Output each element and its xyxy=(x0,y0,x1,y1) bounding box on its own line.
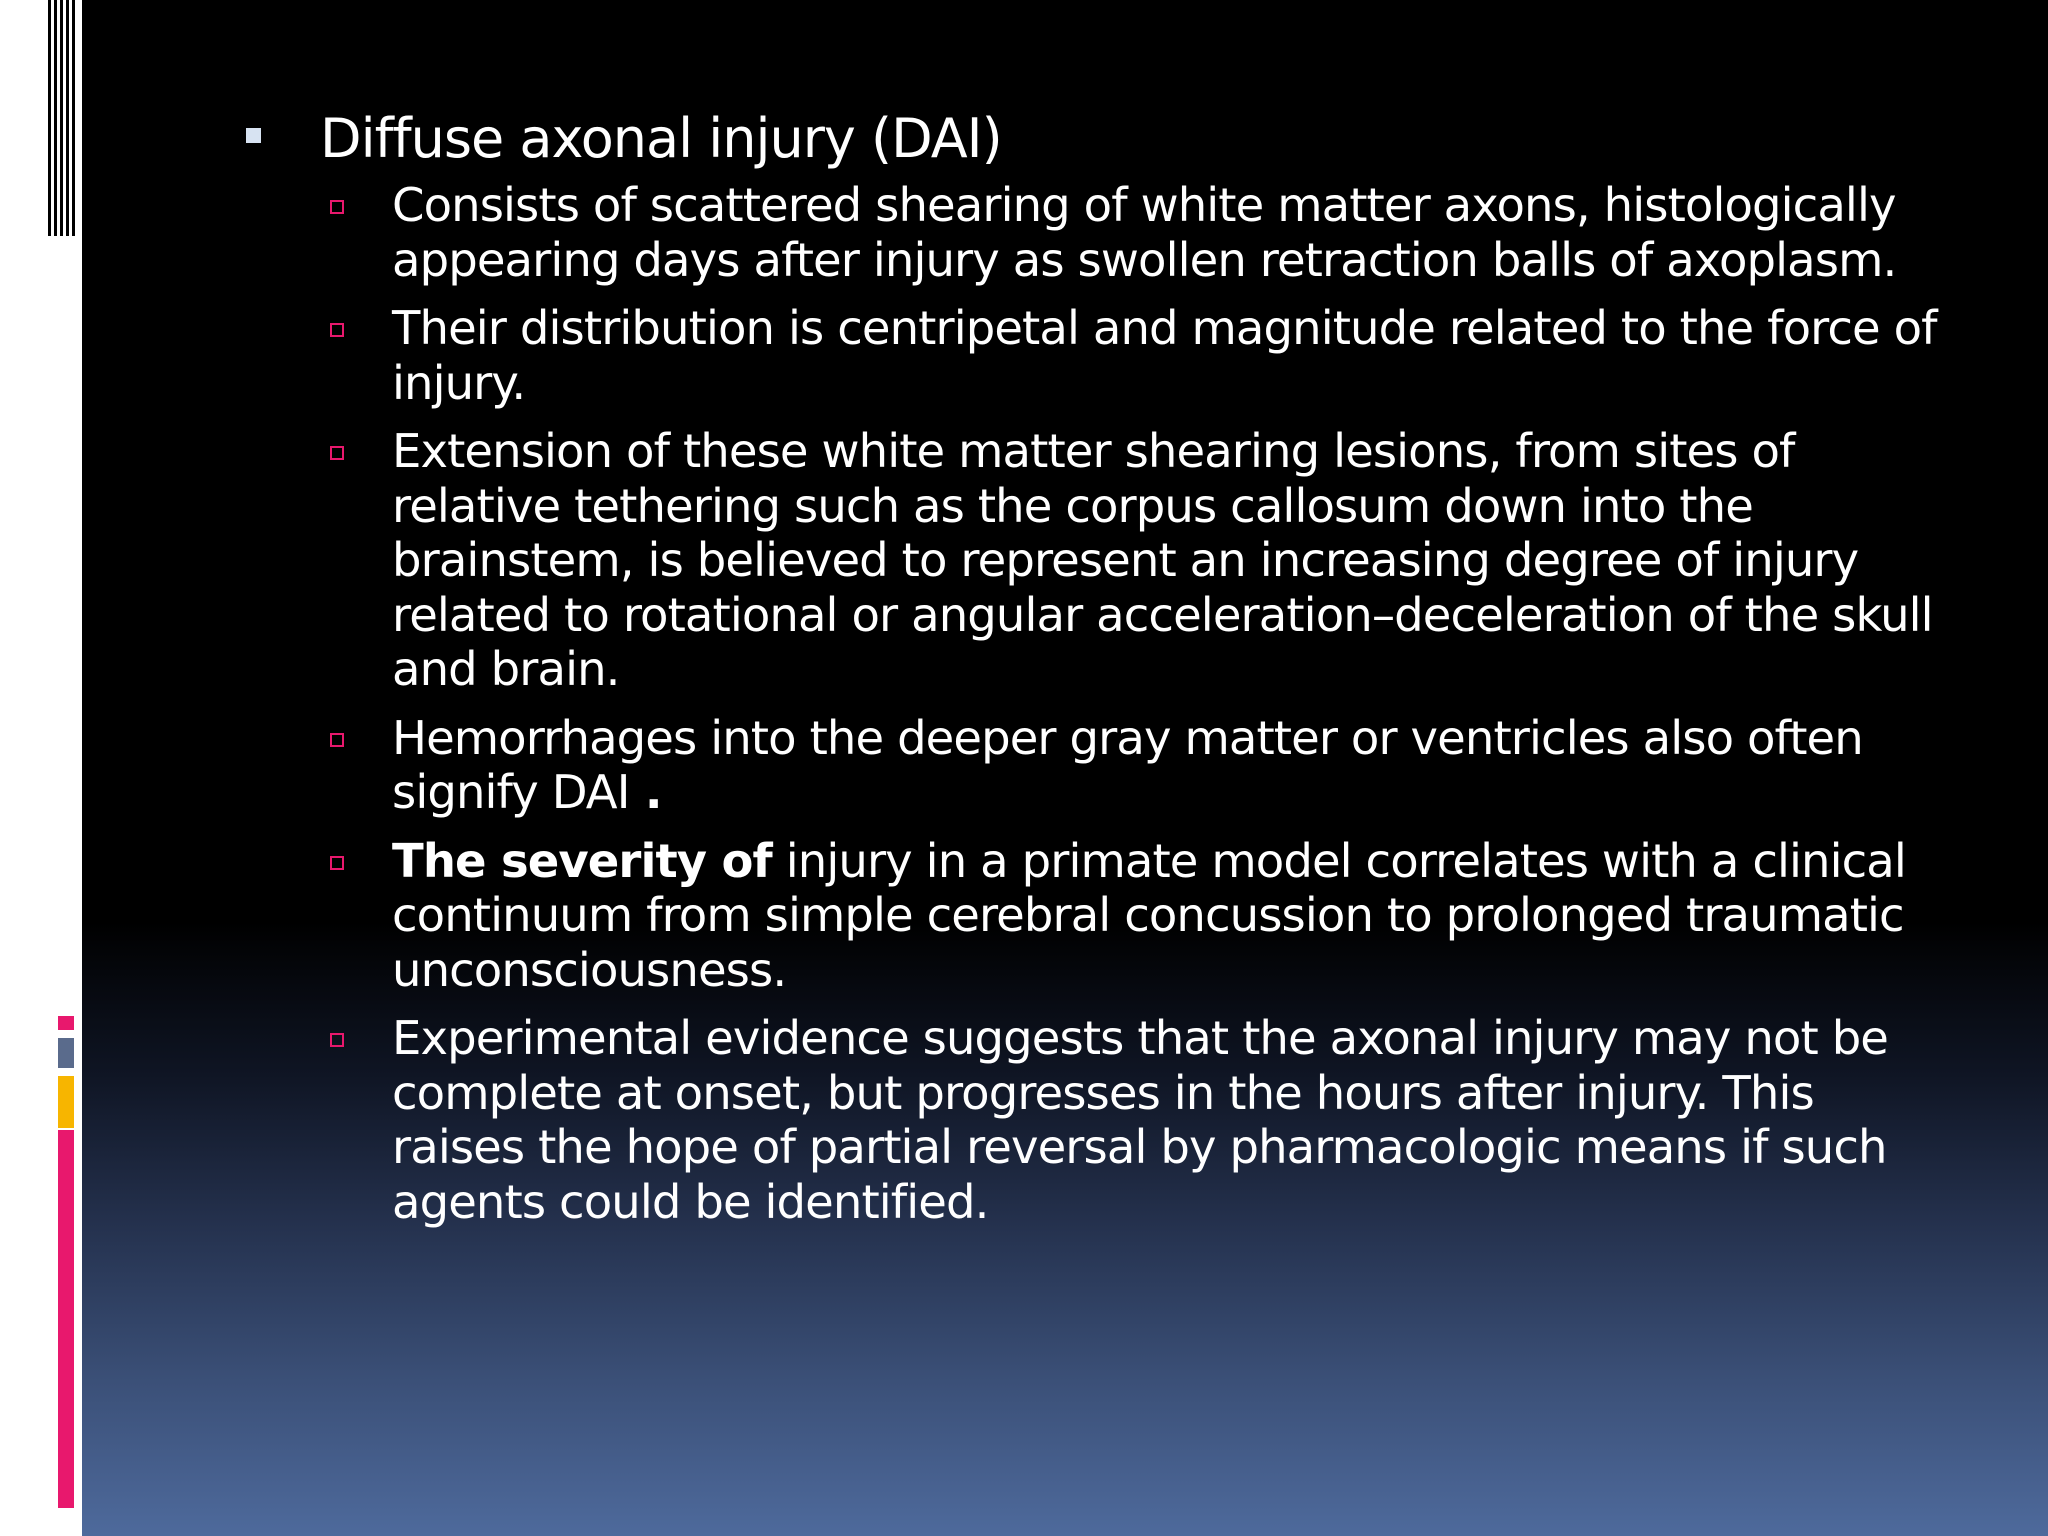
hollow-square-bullet-icon xyxy=(330,856,344,870)
hollow-square-bullet-icon xyxy=(330,323,344,337)
accent-bar-gray xyxy=(58,1038,74,1068)
list-item xyxy=(240,711,1940,820)
slide-heading: Diffuse axonal injury (DAI) xyxy=(320,107,1002,170)
list-item-text: injury in a primate model correlates with a clinical continuum from simple cerebral concussion to prolonged traumatic unconsciousness. xyxy=(392,833,1906,997)
hollow-square-bullet-icon xyxy=(330,446,344,460)
list-item xyxy=(240,301,1940,410)
decor-line-2 xyxy=(54,0,57,236)
list-item xyxy=(240,178,1940,287)
list-item-text: Hemorrhages into the deeper gray matter or ventricles also often signify DAI xyxy=(392,710,1863,819)
list-item-text: Extension of these white matter shearing lesions, from sites of relative tethering such as the corpus callosum down into the brainstem, is believed to represent an increasing degree of injury related to rotational or angular acceleration–deceleration of the skull and brain. xyxy=(392,424,1933,696)
decor-line-1 xyxy=(48,0,51,236)
list-item xyxy=(240,1011,1940,1229)
decor-line-5 xyxy=(72,0,75,236)
accent-bar-yellow xyxy=(58,1076,74,1128)
decor-line-4 xyxy=(66,0,69,236)
hollow-square-bullet-icon xyxy=(330,733,344,747)
hollow-square-bullet-icon xyxy=(330,1033,344,1047)
accent-bar-pink-small xyxy=(58,1016,74,1030)
list-item-bold-lead: The severity of xyxy=(392,833,772,888)
square-bullet-icon xyxy=(246,128,261,143)
accent-bar-pink-long xyxy=(58,1130,74,1508)
decor-line-3 xyxy=(60,0,63,236)
slide-body xyxy=(240,104,1940,1243)
sub-bullet-list xyxy=(240,178,1940,1229)
list-item-text: Their distribution is centripetal and magnitude related to the force of injury. xyxy=(392,301,1937,410)
hollow-square-bullet-icon xyxy=(330,200,344,214)
list-item-trailing-period: . xyxy=(629,765,662,819)
list-item xyxy=(240,424,1940,697)
list-item-text: Consists of scattered shearing of white matter axons, histologically appearing days after injury as swollen retraction balls of axoplasm. xyxy=(392,178,1897,287)
list-item xyxy=(240,834,1940,998)
heading-bullet xyxy=(240,104,1940,174)
list-item-text: Experimental evidence suggests that the axonal injury may not be complete at onset, but progresses in the hours after injury. This raises the hope of partial reversal by pharmacologic means if such agents could be identified. xyxy=(392,1011,1889,1229)
